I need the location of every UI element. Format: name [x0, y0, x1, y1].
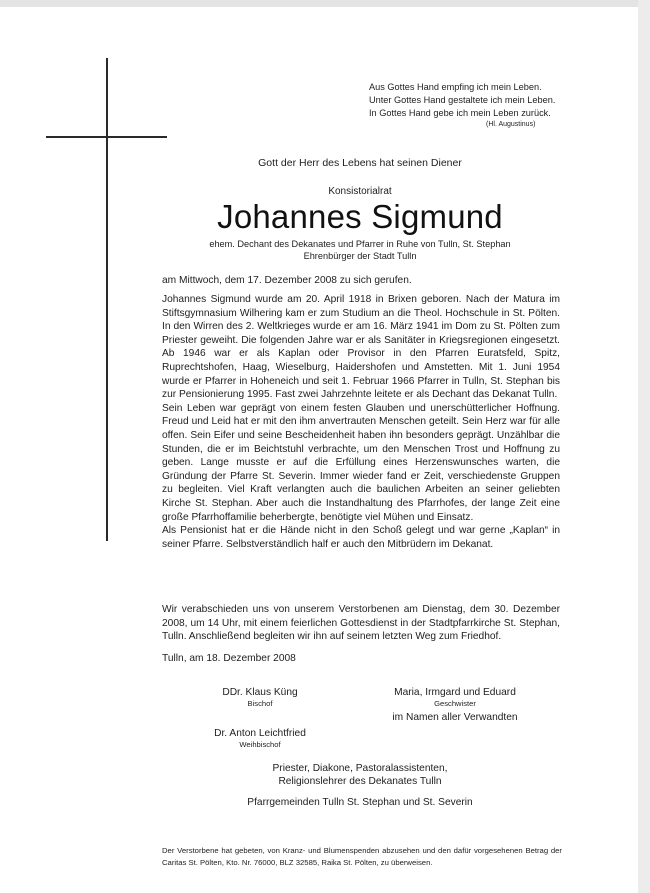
motto-line: Unter Gottes Hand gestaltete ich mein Leben. — [369, 95, 556, 105]
cross-icon-horizontal — [46, 136, 167, 138]
signatory-role: Bischof — [247, 699, 273, 708]
cross-icon-vertical — [106, 58, 108, 541]
place-date: Tulln, am 18. Dezember 2008 — [162, 653, 296, 664]
signatory-relatives: im Namen aller Verwandten — [392, 712, 518, 723]
signatory-role: Geschwister — [434, 699, 476, 708]
scan-edge-top — [0, 0, 650, 7]
biography-paragraph: Johannes Sigmund wurde am 20. April 1918 in Brixen geboren. Nach der Matura im Stiftsgymnasium Wilhering kam er zum Studium an die Theol. Hochschule in St. Pölten. In den Wirren des 2. Weltkrieges wurde er am 16. März 1941 im Dom zu St. Pölten zum Priester geweiht. Die folgenden Jahre war er als Sanitäter in Kriegsregionen eingesetzt. Ab 1946 war er als Kaplan oder Provisor in den Pfarren Euratsfeld, Spitz, Ruprechtshofen, Haag, Wieselburg, Haidershofen und Amstetten. Mit 1. Juni 1954 wurde er Pfarrer in Hoheneich und seit 1. Februar 1966 Pfarrer in Tulln, St. Stephan bis zur Pensionierung 1995. Fast zwei Jahrzehnte leitete er als Dechant das Dekanat Tulln. — [162, 294, 560, 401]
signatory-role: Weihbischof — [239, 740, 281, 749]
signatory-name: Dr. Anton Leichtfried — [214, 728, 306, 739]
motto-line: Aus Gottes Hand empfing ich mein Leben. — [369, 82, 542, 92]
clergy-line: Priester, Diakone, Pastoralassistenten, — [272, 763, 448, 774]
deceased-name: Johannes Sigmund — [217, 198, 503, 235]
donation-note: Der Verstorbene hat gebeten, von Kranz- und Blumenspenden abzusehen und den dafür vorgesehenen Betrag der Caritas St. Pölten, Kto. Nr. 76000, BLZ 32585, Raika St. Pölten, zu überweisen. — [162, 846, 562, 867]
subtitle-honorary: Ehrenbürger der Stadt Tulln — [303, 251, 417, 261]
scan-edge-right — [638, 0, 650, 893]
biography — [162, 293, 560, 551]
called-home-line: am Mittwoch, dem 17. Dezember 2008 zu sich gerufen. — [162, 275, 412, 286]
motto-attribution: (Hl. Augustinus) — [486, 121, 536, 128]
biography-paragraph: Sein Leben war geprägt von einem festen Glauben und unerschütterlicher Hoffnung. Freud und Leid hat er mit den ihm anvertrauten Menschen geteilt. Sein Herz war für alle offen. Sein Eifer und seine Bescheidenheit haben ihn besonders geprägt. Unzählbar die Stunden, die er im Beichtstuhl verbrachte, um den Menschen Trost und Hoffnung zu geben. Lange musste er auf die Erfüllung eines Herzenswunsches warten, die Gründung der Pfarre St. Severin. Immer wieder fand er Zeit, verschiedenste Gruppen zu begleiten. Viel Kraft verlangten auch die baulichen Arbeiten an seiner geliebten Kirche St. Stephan. Aber auch die Instandhaltung des Pfarrhofes, der lange Zeit eine große Pfarrhoffamilie beherbergte, benötigte viel Mühen und Einsatz. — [162, 402, 560, 523]
clergy-line: Religionslehrer des Dekanates Tulln — [278, 776, 442, 787]
funeral-announcement: Wir verabschieden uns von unserem Verstorbenen am Dienstag, dem 30. Dezember 2008, um 14 Uhr, mit einem feierlichen Gottesdienst in der Stadtpfarrkirche St. Stephan, Tulln. Anschließend begleiten wir ihn auf seinem letzten Weg zum Friedhof. — [162, 604, 560, 643]
signatory-parishes: Pfarrgemeinden Tulln St. Stephan und St. Severin — [247, 797, 473, 808]
intro-line: Gott der Herr des Lebens hat seinen Diener — [258, 157, 462, 169]
signatory-clergy — [150, 762, 570, 788]
motto-quote — [369, 81, 555, 130]
signatory-auxiliary-bishop — [195, 727, 325, 750]
signatory-name: Maria, Irmgard und Eduard — [394, 687, 516, 698]
subtitle — [150, 238, 570, 262]
signatory-siblings — [370, 686, 540, 709]
motto-line: In Gottes Hand gebe ich mein Leben zurück. — [369, 108, 551, 118]
biography-paragraph: Als Pensionist hat er die Hände nicht in den Schoß gelegt und war gerne „Kaplan“ in seiner Pfarre. Selbstverständlich half er auch den Mitbrüdern im Dekanat. — [162, 525, 560, 550]
rank-title: Konsistorialrat — [328, 186, 392, 197]
signatory-bishop — [195, 686, 325, 709]
subtitle-offices: ehem. Dechant des Dekanates und Pfarrer in Ruhe von Tulln, St. Stephan — [209, 239, 511, 249]
signatory-name: DDr. Klaus Küng — [222, 687, 298, 698]
